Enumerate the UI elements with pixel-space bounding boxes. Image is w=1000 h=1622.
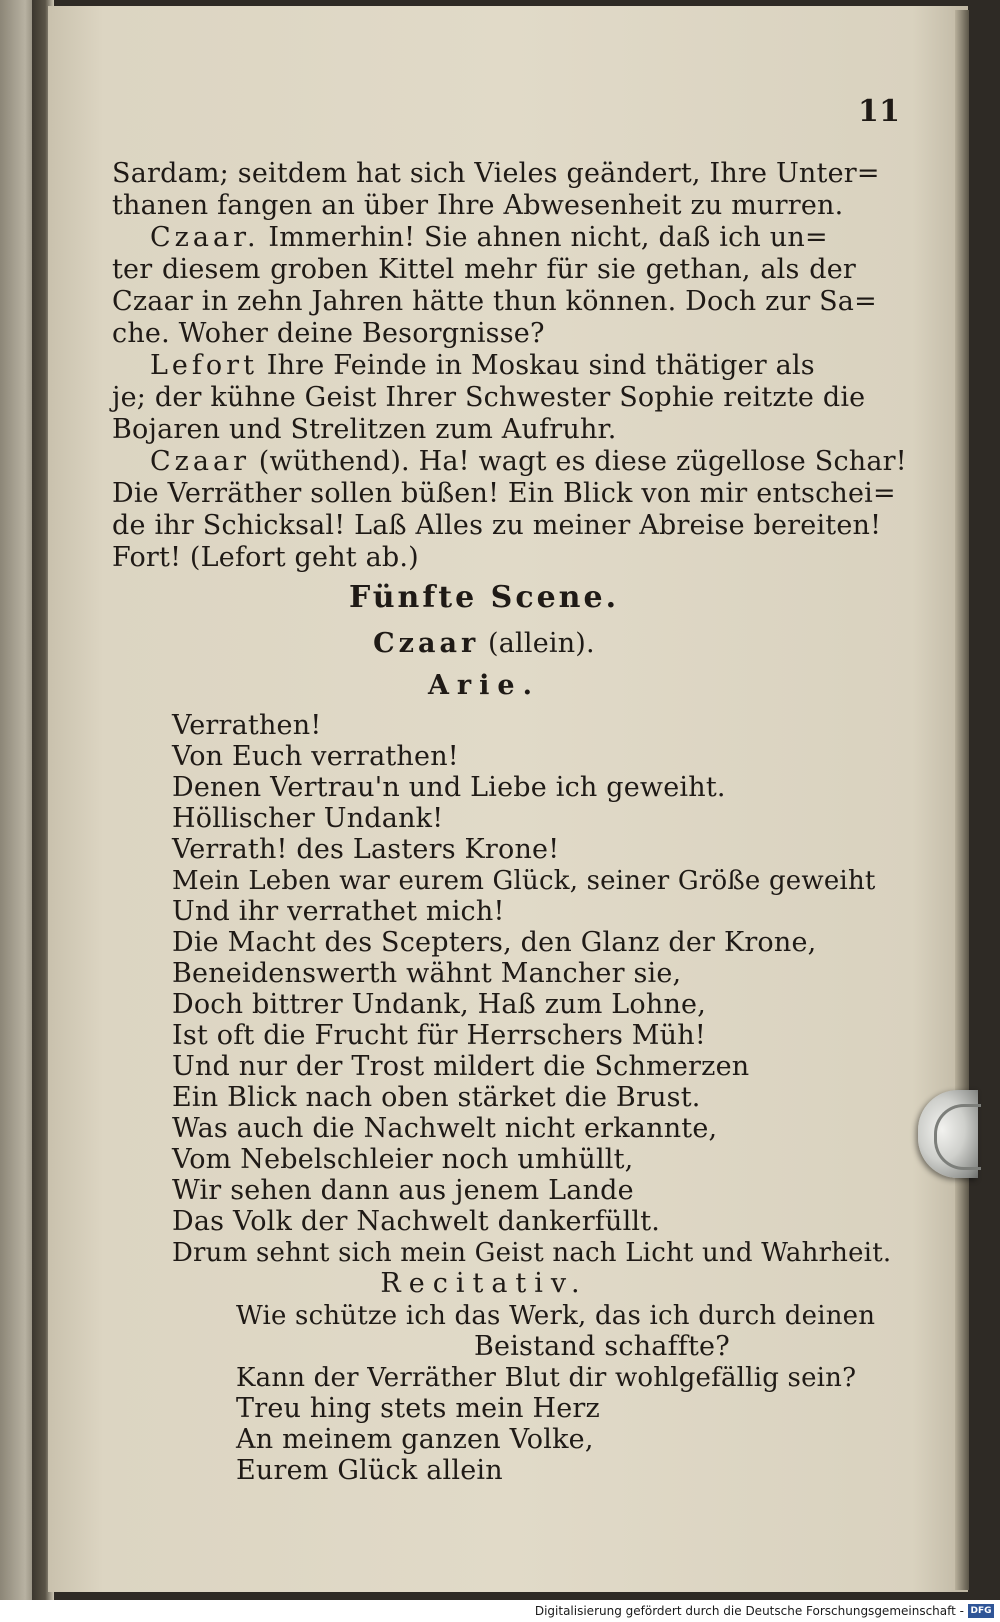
aria-label: Arie. bbox=[427, 670, 540, 701]
recitativ-line: An meinem ganzen Volke, bbox=[236, 1424, 594, 1455]
speaker-lefort: Lefort bbox=[150, 350, 258, 381]
scene-title: Fünfte Scene. bbox=[348, 580, 620, 615]
body-line: Immerhin! Sie ahnen nicht, daß ich un= bbox=[268, 222, 828, 253]
page-number: 11 bbox=[858, 94, 901, 129]
aria-line: Denen Vertrau'n und Liebe ich geweiht. bbox=[172, 772, 726, 803]
scene-subtitle bbox=[112, 628, 856, 660]
recitativ-line: Eurem Glück allein bbox=[236, 1455, 503, 1486]
body-line: (wüthend). Ha! wagt es diese zügellose Schar! bbox=[258, 446, 907, 477]
recitativ-line: Treu hing stets mein Herz bbox=[236, 1393, 600, 1424]
aria-line: Doch bittrer Undank, Haß zum Lohne, bbox=[172, 989, 707, 1020]
speaker-line bbox=[150, 222, 856, 254]
aria-line: Ein Blick nach oben stärket die Brust. bbox=[172, 1082, 701, 1113]
aria-line: Beneidenswerth wähnt Mancher sie, bbox=[172, 958, 682, 989]
aria-line: Die Macht des Scepters, den Glanz der Krone, bbox=[172, 927, 817, 958]
body-line: Ihre Feinde in Moskau sind thätiger als bbox=[266, 350, 815, 381]
aria-line: Das Volk der Nachwelt dankerfüllt. bbox=[172, 1206, 661, 1237]
aria-line: Verrath! des Lasters Krone! bbox=[172, 834, 560, 865]
digitization-footer bbox=[0, 1600, 1000, 1622]
aria-line: Von Euch verrathen! bbox=[172, 741, 459, 772]
body-line: Sardam; seitdem hat sich Vieles geändert, Ihre Unter= bbox=[112, 158, 880, 189]
scene-subtitle-name: Czaar bbox=[373, 628, 480, 659]
body-line: thanen fangen an über Ihre Abwesenheit zu murren. bbox=[112, 190, 844, 221]
aria-line: Mein Leben war eurem Glück, seiner Größe geweiht bbox=[172, 866, 876, 896]
body-line: Bojaren und Strelitzen zum Aufruhr. bbox=[112, 414, 617, 445]
body-line: Czaar in zehn Jahren hätte thun können. Doch zur Sa= bbox=[112, 286, 877, 317]
body-line: de ihr Schicksal! Laß Alles zu meiner Abreise bereiten! bbox=[112, 510, 882, 541]
aria-line: Drum sehnt sich mein Geist nach Licht und Wahrheit. bbox=[172, 1238, 892, 1268]
aria-line: Verrathen! bbox=[172, 710, 322, 741]
aria-line: Vom Nebelschleier noch umhüllt, bbox=[172, 1144, 634, 1175]
body-line: Fort! (Lefort geht ab.) bbox=[112, 542, 419, 573]
aria-line: Höllischer Undank! bbox=[172, 803, 444, 834]
aria-line: Und ihr verrathet mich! bbox=[172, 896, 505, 927]
aria-line: Wir sehen dann aus jenem Lande bbox=[172, 1175, 634, 1206]
scene-subtitle-note: (allein). bbox=[488, 628, 595, 659]
body-line: Die Verräther sollen büßen! Ein Blick von mir entschei= bbox=[112, 478, 896, 509]
recitativ-line: Kann der Verräther Blut dir wohlgefällig sein? bbox=[236, 1363, 857, 1393]
recitativ-line: Wie schütze ich das Werk, das ich durch deinen bbox=[236, 1301, 876, 1331]
speaker-czaar: Czaar. bbox=[150, 222, 260, 253]
aria-line: Was auch die Nachwelt nicht erkannte, bbox=[172, 1113, 718, 1144]
page-clip-inner bbox=[934, 1104, 981, 1170]
aria-line: Und nur der Trost mildert die Schmerzen bbox=[172, 1051, 750, 1082]
aria-line: Ist oft die Frucht für Herrschers Müh! bbox=[172, 1020, 706, 1051]
recitativ-line: Beistand schaffte? bbox=[474, 1331, 730, 1362]
dfg-logo: DFG bbox=[968, 1604, 994, 1618]
speaker-czaar: Czaar bbox=[150, 446, 250, 477]
footer-text: Digitalisierung gefördert durch die Deutsche Forschungsgemeinschaft - bbox=[534, 1604, 964, 1618]
recitativ-label: Recitativ. bbox=[380, 1268, 588, 1299]
speaker-line bbox=[150, 446, 907, 478]
body-line: je; der kühne Geist Ihrer Schwester Sophie reitzte die bbox=[112, 382, 866, 413]
body-line: che. Woher deine Besorgnisse? bbox=[112, 318, 545, 349]
speaker-line bbox=[150, 350, 856, 382]
body-line: ter diesem groben Kittel mehr für sie gethan, als der bbox=[112, 254, 856, 285]
